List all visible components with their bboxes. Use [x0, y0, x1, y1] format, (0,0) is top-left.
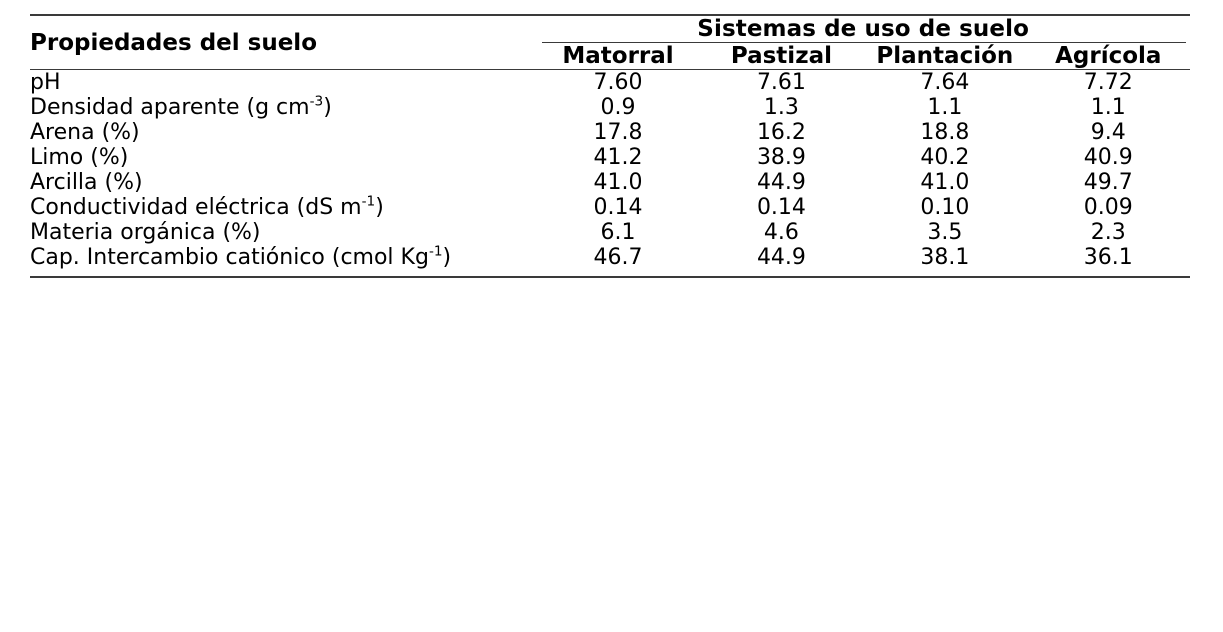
row-label	[30, 245, 536, 270]
row-label	[30, 95, 536, 120]
column-header-property: Propiedades del suelo	[30, 29, 317, 56]
cell-matorral: 46.7	[593, 245, 643, 270]
row-label	[30, 195, 536, 220]
table-row	[30, 245, 1190, 270]
cell-plantacion: 7.64	[920, 70, 970, 95]
cell-matorral: 6.1	[600, 220, 636, 245]
row-label-text: Conductividad eléctrica (dS m	[30, 195, 362, 220]
cell-agricola: 9.4	[1090, 120, 1126, 145]
column-header-agricola: Agrícola	[1055, 43, 1162, 69]
table-row	[30, 95, 1190, 120]
cell-plantacion: 0.10	[920, 195, 970, 220]
cell-matorral: 0.14	[593, 195, 643, 220]
row-label-text: pH	[30, 70, 61, 95]
row-label-superscript: -3	[309, 93, 324, 110]
cell-pastizal: 0.14	[756, 195, 806, 220]
soil-properties-table	[30, 14, 1190, 278]
row-label-superscript: -1	[428, 243, 443, 260]
column-header-pastizal: Pastizal	[730, 43, 832, 69]
cell-matorral: 41.0	[593, 170, 643, 195]
table-row	[30, 220, 1190, 245]
cell-agricola: 1.1	[1090, 95, 1126, 120]
row-label	[30, 120, 536, 145]
table-row	[30, 170, 1190, 195]
cell-plantacion: 38.1	[920, 245, 970, 270]
row-label-tail: )	[323, 95, 332, 120]
cell-agricola: 0.09	[1083, 195, 1133, 220]
table-row	[30, 195, 1190, 220]
row-label-text: Arcilla (%)	[30, 170, 143, 195]
row-label	[30, 220, 536, 245]
row-label-tail: )	[442, 245, 452, 270]
row-label-tail: )	[375, 195, 384, 220]
column-header-matorral: Matorral	[562, 43, 674, 69]
column-header-plantacion: Plantación	[876, 43, 1014, 69]
cell-pastizal: 16.2	[756, 120, 806, 145]
cell-plantacion: 18.8	[920, 120, 970, 145]
cell-plantacion: 41.0	[920, 170, 970, 195]
row-label	[30, 70, 536, 95]
row-label-superscript: -1	[361, 193, 376, 210]
cell-matorral: 17.8	[593, 120, 643, 145]
cell-pastizal: 38.9	[756, 145, 806, 170]
cell-agricola: 7.72	[1083, 70, 1133, 95]
cell-agricola: 40.9	[1083, 145, 1133, 170]
cell-matorral: 41.2	[593, 145, 643, 170]
row-label-text: Densidad aparente (g cm	[30, 95, 310, 120]
table-row	[30, 120, 1190, 145]
table-row	[30, 70, 1190, 95]
document-page	[0, 14, 1223, 632]
table-header-group-row	[30, 16, 1190, 42]
row-label-text: Cap. Intercambio catiónico (cmol Kg	[30, 245, 429, 270]
row-label-text: Limo (%)	[30, 145, 129, 170]
cell-matorral: 0.9	[600, 95, 636, 120]
cell-agricola: 2.3	[1090, 220, 1126, 245]
cell-pastizal: 1.3	[763, 95, 799, 120]
cell-agricola: 36.1	[1083, 245, 1133, 270]
table-row	[30, 145, 1190, 170]
row-label	[30, 170, 536, 195]
table-bottom-rule	[30, 277, 1190, 278]
table-bottom-spacer	[30, 270, 1190, 277]
table-body	[30, 15, 1190, 278]
cell-plantacion: 3.5	[927, 220, 963, 245]
cell-pastizal: 44.9	[756, 245, 806, 270]
cell-agricola: 49.7	[1083, 170, 1133, 195]
cell-pastizal: 44.9	[756, 170, 806, 195]
column-group-header: Sistemas de uso de suelo	[697, 16, 1029, 42]
cell-plantacion: 40.2	[920, 145, 970, 170]
row-label	[30, 145, 536, 170]
cell-pastizal: 7.61	[756, 70, 806, 95]
cell-pastizal: 4.6	[763, 220, 799, 245]
cell-plantacion: 1.1	[927, 95, 963, 120]
cell-matorral: 7.60	[593, 70, 643, 95]
row-label-text: Arena (%)	[30, 120, 140, 145]
row-label-text: Materia orgánica (%)	[30, 220, 261, 245]
